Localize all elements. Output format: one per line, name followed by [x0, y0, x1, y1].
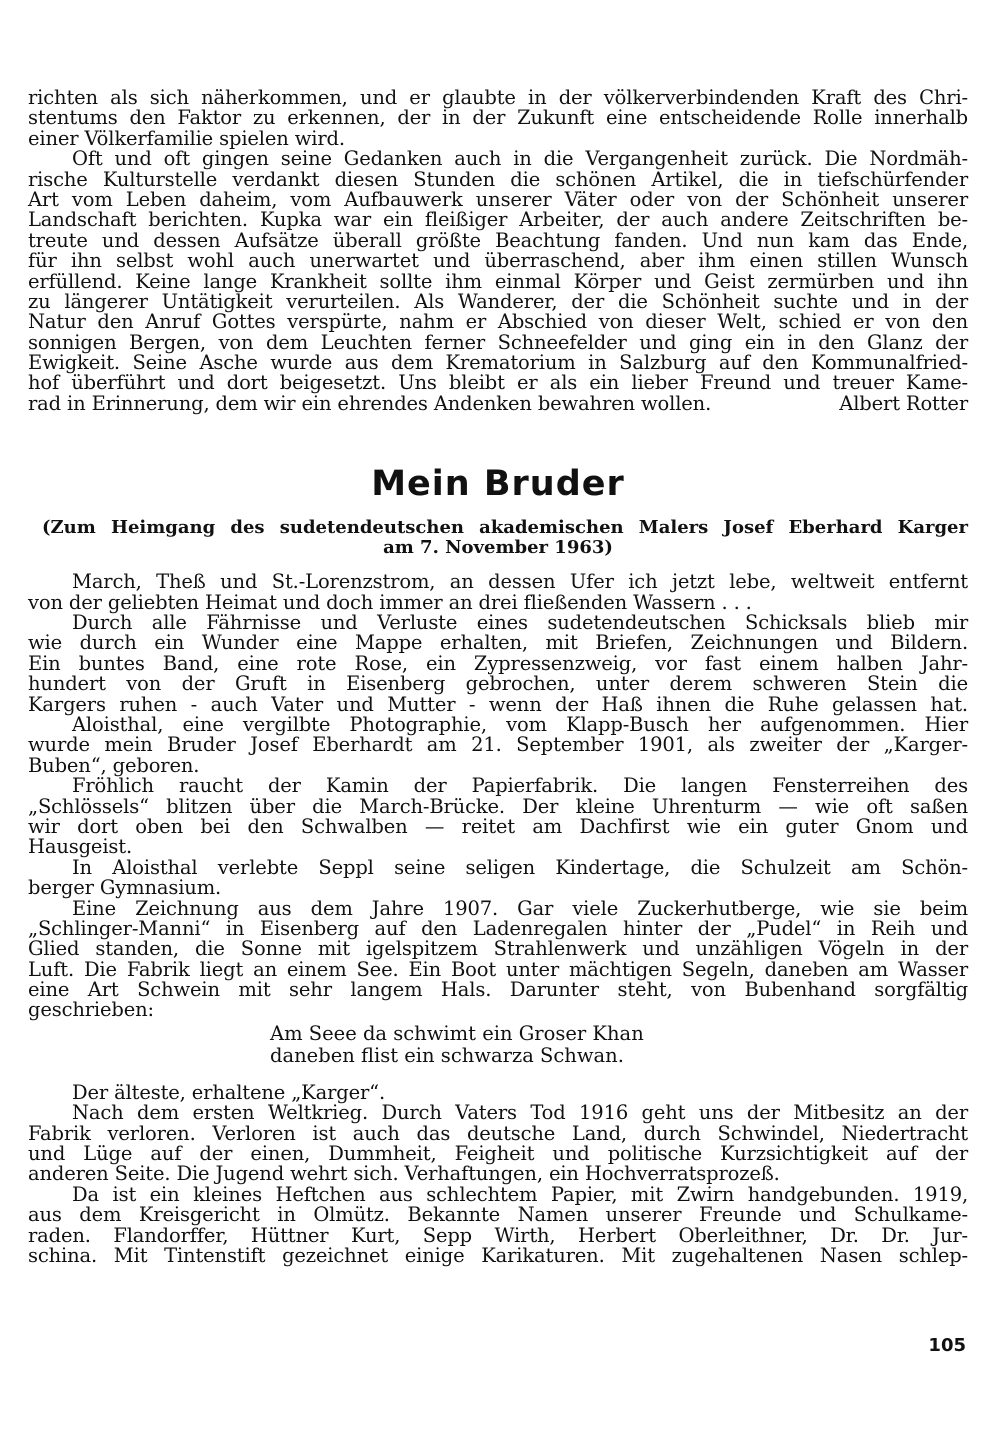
text-line: Natur den Anruf Gottes verspürte, nahm er Abschied von dieser Welt, schied er von den: [28, 310, 968, 334]
text-line: von der geliebten Heimat und doch immer an drei fließenden Wassern . . .: [28, 590, 752, 614]
subtitle-line: am 7. November 1963): [383, 537, 613, 559]
text-line: treute und dessen Aufsätze überall größte Beachtung fanden. Und nun kam das Ende,: [28, 228, 968, 252]
page-text: [28, 88, 968, 1266]
obituary-section: [28, 88, 968, 414]
subtitle-line: (Zum Heimgang des sudetendeutschen akademischen Malers Josef Eberhard Karger: [42, 517, 968, 539]
verse: [28, 1023, 968, 1067]
text-line: Aloisthal, eine vergilbte Photographie, vom Klapp-Busch her aufgenommen. Hier: [72, 712, 968, 736]
text-line: Fröhlich raucht der Kamin der Papierfabrik. Die langen Fensterreihen des: [72, 774, 968, 798]
text-line: „Schlinger-Manni“ in Eisenberg auf den Ladenregalen hinter der „Pudel“ in Reih und: [28, 916, 968, 940]
text-line: raden. Flandorffer, Hüttner Kurt, Sepp Wirth, Herbert Oberleithner, Dr. Dr. Jur-: [28, 1223, 968, 1247]
text-line: einer Völkerfamilie spielen wird.: [28, 126, 345, 150]
article-subtitle: [28, 518, 968, 558]
article-title: Mein Bruder: [371, 464, 625, 505]
text-line: wir dort oben bei den Schwalben — reitet am Dachfirst wie ein guter Gnom und: [28, 814, 968, 838]
text-line: March, Theß und St.-Lorenzstrom, an dessen Ufer ich jetzt lebe, weltweit entfernt: [72, 570, 968, 594]
text-line: Fabrik verloren. Verloren ist auch das deutsche Land, durch Schwindel, Niedertracht: [28, 1121, 968, 1145]
text-line: Oft und oft gingen seine Gedanken auch in die Vergangenheit zurück. Die Nordmäh-: [72, 147, 968, 171]
text-line: eine Art Schwein mit sehr langem Hals. Darunter steht, von Bubenhand sorgfältig: [28, 978, 968, 1002]
text-line: wie durch ein Wunder eine Mappe erhalten, mit Briefen, Zeichnungen und Bildern.: [28, 631, 968, 655]
author-name: Albert Rotter: [839, 391, 968, 415]
text-line: Nach dem ersten Weltkrieg. Durch Vaters Tod 1916 geht uns der Mitbesitz an der: [72, 1101, 968, 1125]
text-line: Kargers ruhen - auch Vater und Mutter - wenn der Haß ihnen die Ruhe gelassen hat.: [28, 692, 968, 716]
article-body: [28, 572, 968, 1266]
text-line: Da ist ein kleines Heftchen aus schlechtem Papier, mit Zwirn handgebunden. 1919,: [72, 1182, 968, 1206]
verse-line: daneben flist ein schwarza Schwan.: [270, 1043, 624, 1067]
text-line: hof überführt und dort beigesetzt. Uns bleibt er als ein lieber Freund und treuer Kame-: [28, 371, 968, 395]
text-line: Ein buntes Band, eine rote Rose, ein Zypressenzweig, vor fast einem halben Jahr-: [28, 651, 968, 675]
text-line: und Lüge auf der einen, Dummheit, Feigheit und politische Kurzsichtigkeit auf der: [28, 1142, 968, 1166]
text-line: In Aloisthal verlebte Seppl seine seligen Kindertage, die Schulzeit am Schön-: [72, 855, 968, 879]
verse-line: Am Seee da schwimt ein Groser Khan: [270, 1021, 644, 1045]
text-line: wurde mein Bruder Josef Eberhardt am 21. September 1901, als zweiter der „Karger-: [28, 733, 968, 757]
text-line: rische Kulturstelle verdankt diesen Stunden die schönen Artikel, die in tiefschürfender: [28, 167, 968, 191]
text-line: hundert von der Gruft in Eisenberg gebrochen, unter derem schweren Stein die: [28, 672, 968, 696]
text-line: zu längerer Untätigkeit verurteilen. Als Wanderer, der die Schönheit suchte und in der: [28, 289, 968, 313]
text-line: Der älteste, erhaltene „Karger“.: [72, 1080, 385, 1104]
page-number: 105: [928, 1335, 966, 1356]
text-line: Eine Zeichnung aus dem Jahre 1907. Gar viele Zuckerhutberge, wie sie beim: [72, 896, 968, 920]
text-line: Art vom Leben daheim, vom Aufbauwerk unserer Väter oder von der Schönheit unserer: [28, 187, 968, 211]
text-line: Buben“, geboren.: [28, 753, 200, 777]
text-line: stentums den Faktor zu erkennen, der in der Zukunft eine entscheidende Rolle innerhalb: [28, 106, 968, 130]
text-line: sonnigen Bergen, von dem Leuchten ferner Schneefelder und ging ein in den Glanz der: [28, 330, 968, 354]
text-line: Ewigkeit. Seine Asche wurde aus dem Krematorium in Salzburg auf den Kommunalfried-: [28, 351, 968, 375]
signature-line: [28, 391, 968, 415]
text-line: Luft. Die Fabrik liegt an einem See. Ein Boot unter mächtigen Segeln, daneben am Wasser: [28, 957, 968, 981]
text-line: Hausgeist.: [28, 835, 132, 859]
text-line: erfüllend. Keine lange Krankheit sollte ihm einmal Körper und Geist zermürben und ihn: [28, 269, 968, 293]
text-line: schina. Mit Tintenstift gezeichnet einige Karikaturen. Mit zugehaltenen Nasen schlep-: [28, 1243, 968, 1267]
text-line: Glied standen, die Sonne mit igelspitzem Strahlenwerk und unzähligen Vögeln in der: [28, 937, 968, 961]
text-line: aus dem Kreisgericht in Olmütz. Bekannte Namen unserer Freunde und Schulkame-: [28, 1203, 968, 1227]
text-line: anderen Seite. Die Jugend wehrt sich. Verhaftungen, ein Hochverratsprozeß.: [28, 1162, 780, 1186]
text-line: Durch alle Fährnisse und Verluste eines sudetendeutschen Schicksals blieb mir: [72, 611, 968, 635]
text-line: Landschaft berichten. Kupka war ein fleißiger Arbeiter, der auch andere Zeitschriften be-: [28, 208, 968, 232]
text-line: berger Gymnasium.: [28, 876, 222, 900]
text-line: rad in Erinnerung, dem wir ein ehrendes Andenken bewahren wollen.: [28, 391, 712, 415]
text-line: „Schlössels“ blitzen über die March-Brücke. Der kleine Uhrenturm — wie oft saßen: [28, 794, 968, 818]
text-line: für ihn selbst wohl auch unerwartet und überraschend, aber ihm einen stillen Wunsch: [28, 249, 968, 273]
text-line: geschrieben:: [28, 998, 154, 1022]
text-line: richten als sich näherkommen, und er glaubte in der völkerverbindenden Kraft des Chri-: [28, 86, 968, 109]
